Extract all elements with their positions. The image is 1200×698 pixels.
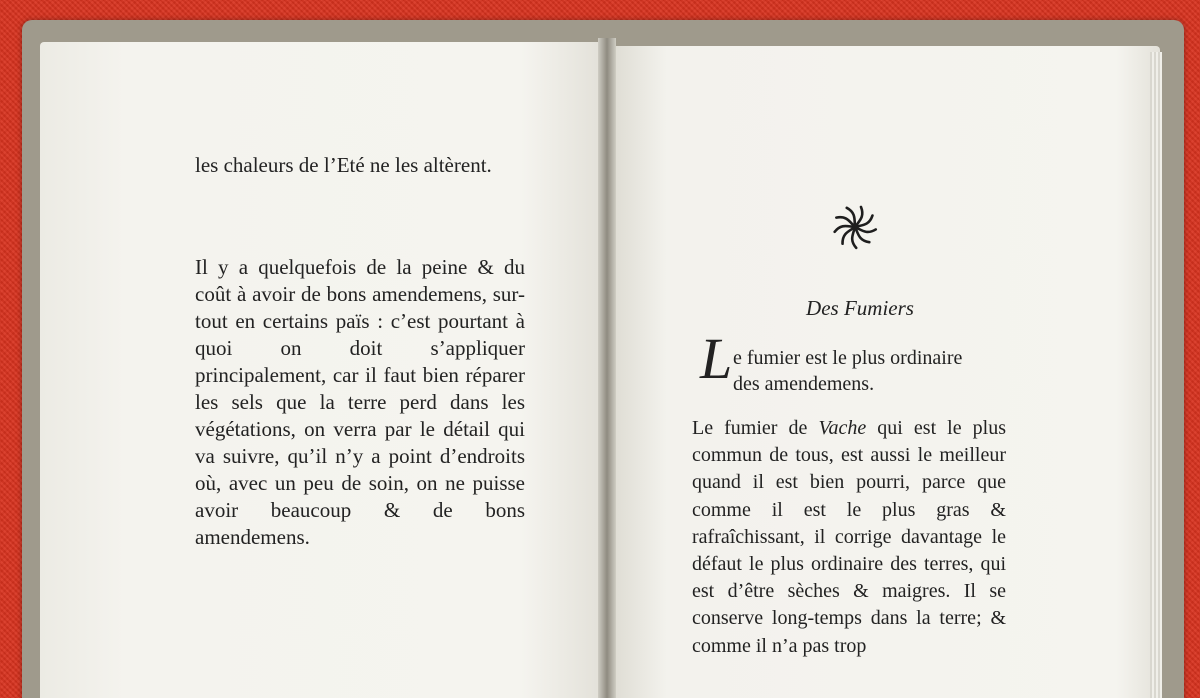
- flower-ornament-icon: [828, 200, 882, 254]
- para-rest: qui est le plus commun de tous, est aussi le meilleur quand il est bien pourri, parce que comme il est le plus gras & rafraîchissant, il corrige davantage le défaut le plus ordinaire des terres, qui est d’être sèches & maigres. Il se conserve long-temps dans la terre; & comme il n’a pas trop: [692, 417, 1007, 657]
- body-paragraph: Il y a quelquefois de la peine & du coût à avoir de bons amendemens, sur-tout en certains païs : c’est pourtant à quoi on doit s’appliquer principalement, car il faut bien réparer les sels que la terre perd dans les végétations, on verra par le détail qui va suivre, qu’il n’y a point d’endroits où, avec un peu de soin, on ne puisse avoir beaucoup & de bons amendemens.: [195, 255, 525, 549]
- intro-line-2: des amendemens.: [733, 373, 875, 395]
- intro-line-1: e fumier est le plus ordinaire: [733, 347, 963, 369]
- para-lead: Le fumier de: [692, 417, 819, 439]
- right-main-text: [692, 415, 1006, 660]
- continuation-paragraph: les chaleurs de l’Eté ne les altèrent.: [195, 153, 492, 177]
- section-title: Des Fumiers: [806, 296, 914, 320]
- page-edges: [1150, 52, 1162, 698]
- left-continuation-text: [195, 152, 517, 179]
- para-emphasis: Vache: [818, 417, 867, 439]
- left-main-text: [195, 254, 525, 551]
- book-gutter: [598, 38, 616, 698]
- drop-cap: L: [700, 326, 733, 391]
- vache-paragraph: [692, 415, 1006, 660]
